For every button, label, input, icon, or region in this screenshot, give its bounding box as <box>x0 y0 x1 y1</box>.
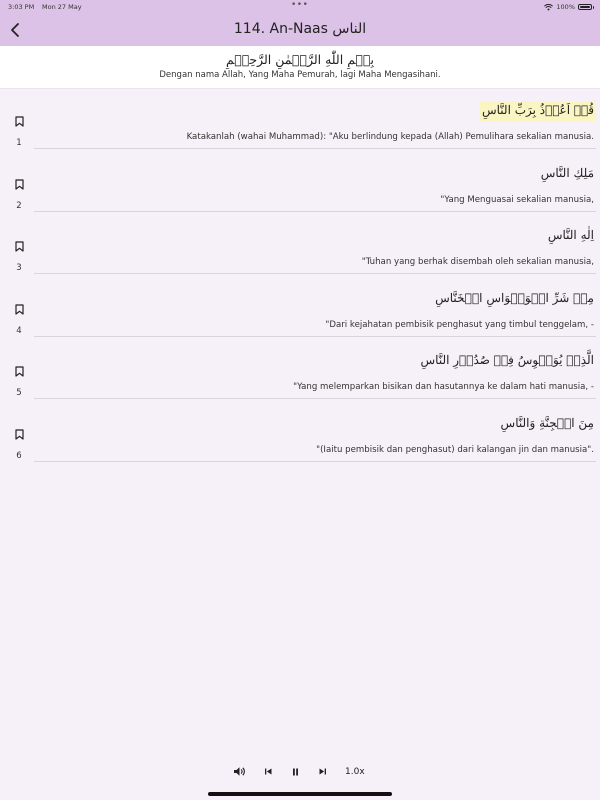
verse-translation: "Yang Menguasai sekalian manusia, <box>440 194 594 205</box>
verse-list <box>0 89 600 465</box>
verse-arabic: الَّذِىۡ يُوَسۡوِسُ فِىۡ صُدُوۡرِ النَّاسِ <box>420 353 594 368</box>
bismillah-translation: Dengan nama Allah, Yang Maha Pemurah, lagi Maha Mengasihani. <box>159 70 441 80</box>
navigation-bar <box>0 14 600 46</box>
status-right <box>544 3 592 11</box>
verse-translation: "Yang melemparkan bisikan dan hasutannya ke dalam hati manusia, - <box>293 382 594 393</box>
divider <box>34 273 596 274</box>
verse-row[interactable] <box>0 339 600 402</box>
speaker-icon <box>233 766 246 777</box>
bookmark-icon[interactable] <box>15 304 24 315</box>
bookmark-icon[interactable] <box>15 116 24 127</box>
divider <box>34 148 596 149</box>
battery-percent: 100% <box>556 3 575 11</box>
bismillah-section <box>0 46 600 89</box>
pause-icon <box>291 767 300 777</box>
divider <box>34 336 596 337</box>
divider <box>34 398 596 399</box>
verse-translation: "Dari kejahatan pembisik penghasut yang timbul tenggelam, - <box>325 319 594 330</box>
status-time: 3:03 PM <box>8 3 35 11</box>
status-bar <box>0 0 600 14</box>
page-title: 114. An-Naas الناس <box>233 21 367 37</box>
verse-arabic: مِنَ الۡجِنَّةِ وَالنَّاسِ <box>500 415 594 430</box>
bookmark-icon[interactable] <box>15 179 24 190</box>
bookmark-icon[interactable] <box>15 366 24 377</box>
bookmark-icon[interactable] <box>15 429 24 440</box>
bismillah-text: بِسۡمِ اللّٰهِ الرَّحۡمٰنِ الرَّحِيۡمِ <box>226 52 374 67</box>
battery-icon <box>578 4 592 10</box>
previous-button[interactable] <box>264 767 273 776</box>
divider <box>34 461 596 462</box>
verse-row[interactable] <box>0 89 600 152</box>
verse-arabic: قُلۡ اَعُوۡذُ بِرَبِّ النَّاسِ <box>480 101 596 121</box>
divider <box>34 211 596 212</box>
verse-translation: "Tuhan yang berhak disembah oleh sekalian manusia, <box>361 257 594 268</box>
verse-arabic: مَلِكِ النَّاسِ <box>540 165 594 180</box>
verse-row[interactable] <box>0 152 600 215</box>
skip-forward-icon <box>318 767 327 776</box>
multitasking-dots-icon[interactable]: ••• <box>291 0 309 10</box>
playback-speed-button[interactable]: 1.0x <box>345 766 365 777</box>
skip-back-icon <box>264 767 273 776</box>
verse-number: 6 <box>16 450 22 461</box>
home-indicator[interactable] <box>208 792 392 796</box>
verse-number: 5 <box>16 388 22 399</box>
verse-row[interactable] <box>0 214 600 277</box>
verse-row[interactable] <box>0 402 600 465</box>
verse-arabic: اِلٰهِ النَّاسِ <box>547 228 594 243</box>
volume-button[interactable] <box>233 766 246 777</box>
verse-number: 4 <box>16 325 22 336</box>
verse-number: 1 <box>16 138 22 148</box>
verse-arabic: مِنۡ شَرِّ الۡوَسۡوَاسِ الۡخَنَّاسِ <box>435 290 594 305</box>
verse-translation: "(Iaitu pembisik dan penghasut) dari kalangan jin dan manusia". <box>316 444 594 455</box>
pause-button[interactable] <box>291 767 300 777</box>
wifi-icon <box>544 4 553 11</box>
audio-player <box>233 766 365 777</box>
verse-row[interactable] <box>0 277 600 340</box>
status-date: Mon 27 May <box>42 3 82 11</box>
verse-translation: Katakanlah (wahai Muhammad): "Aku berlindung kepada (Allah) Pemulihara sekalian manusia. <box>186 132 594 142</box>
verse-number: 2 <box>16 200 22 211</box>
next-button[interactable] <box>318 767 327 776</box>
verse-number: 3 <box>16 263 22 274</box>
bookmark-icon[interactable] <box>15 241 24 252</box>
